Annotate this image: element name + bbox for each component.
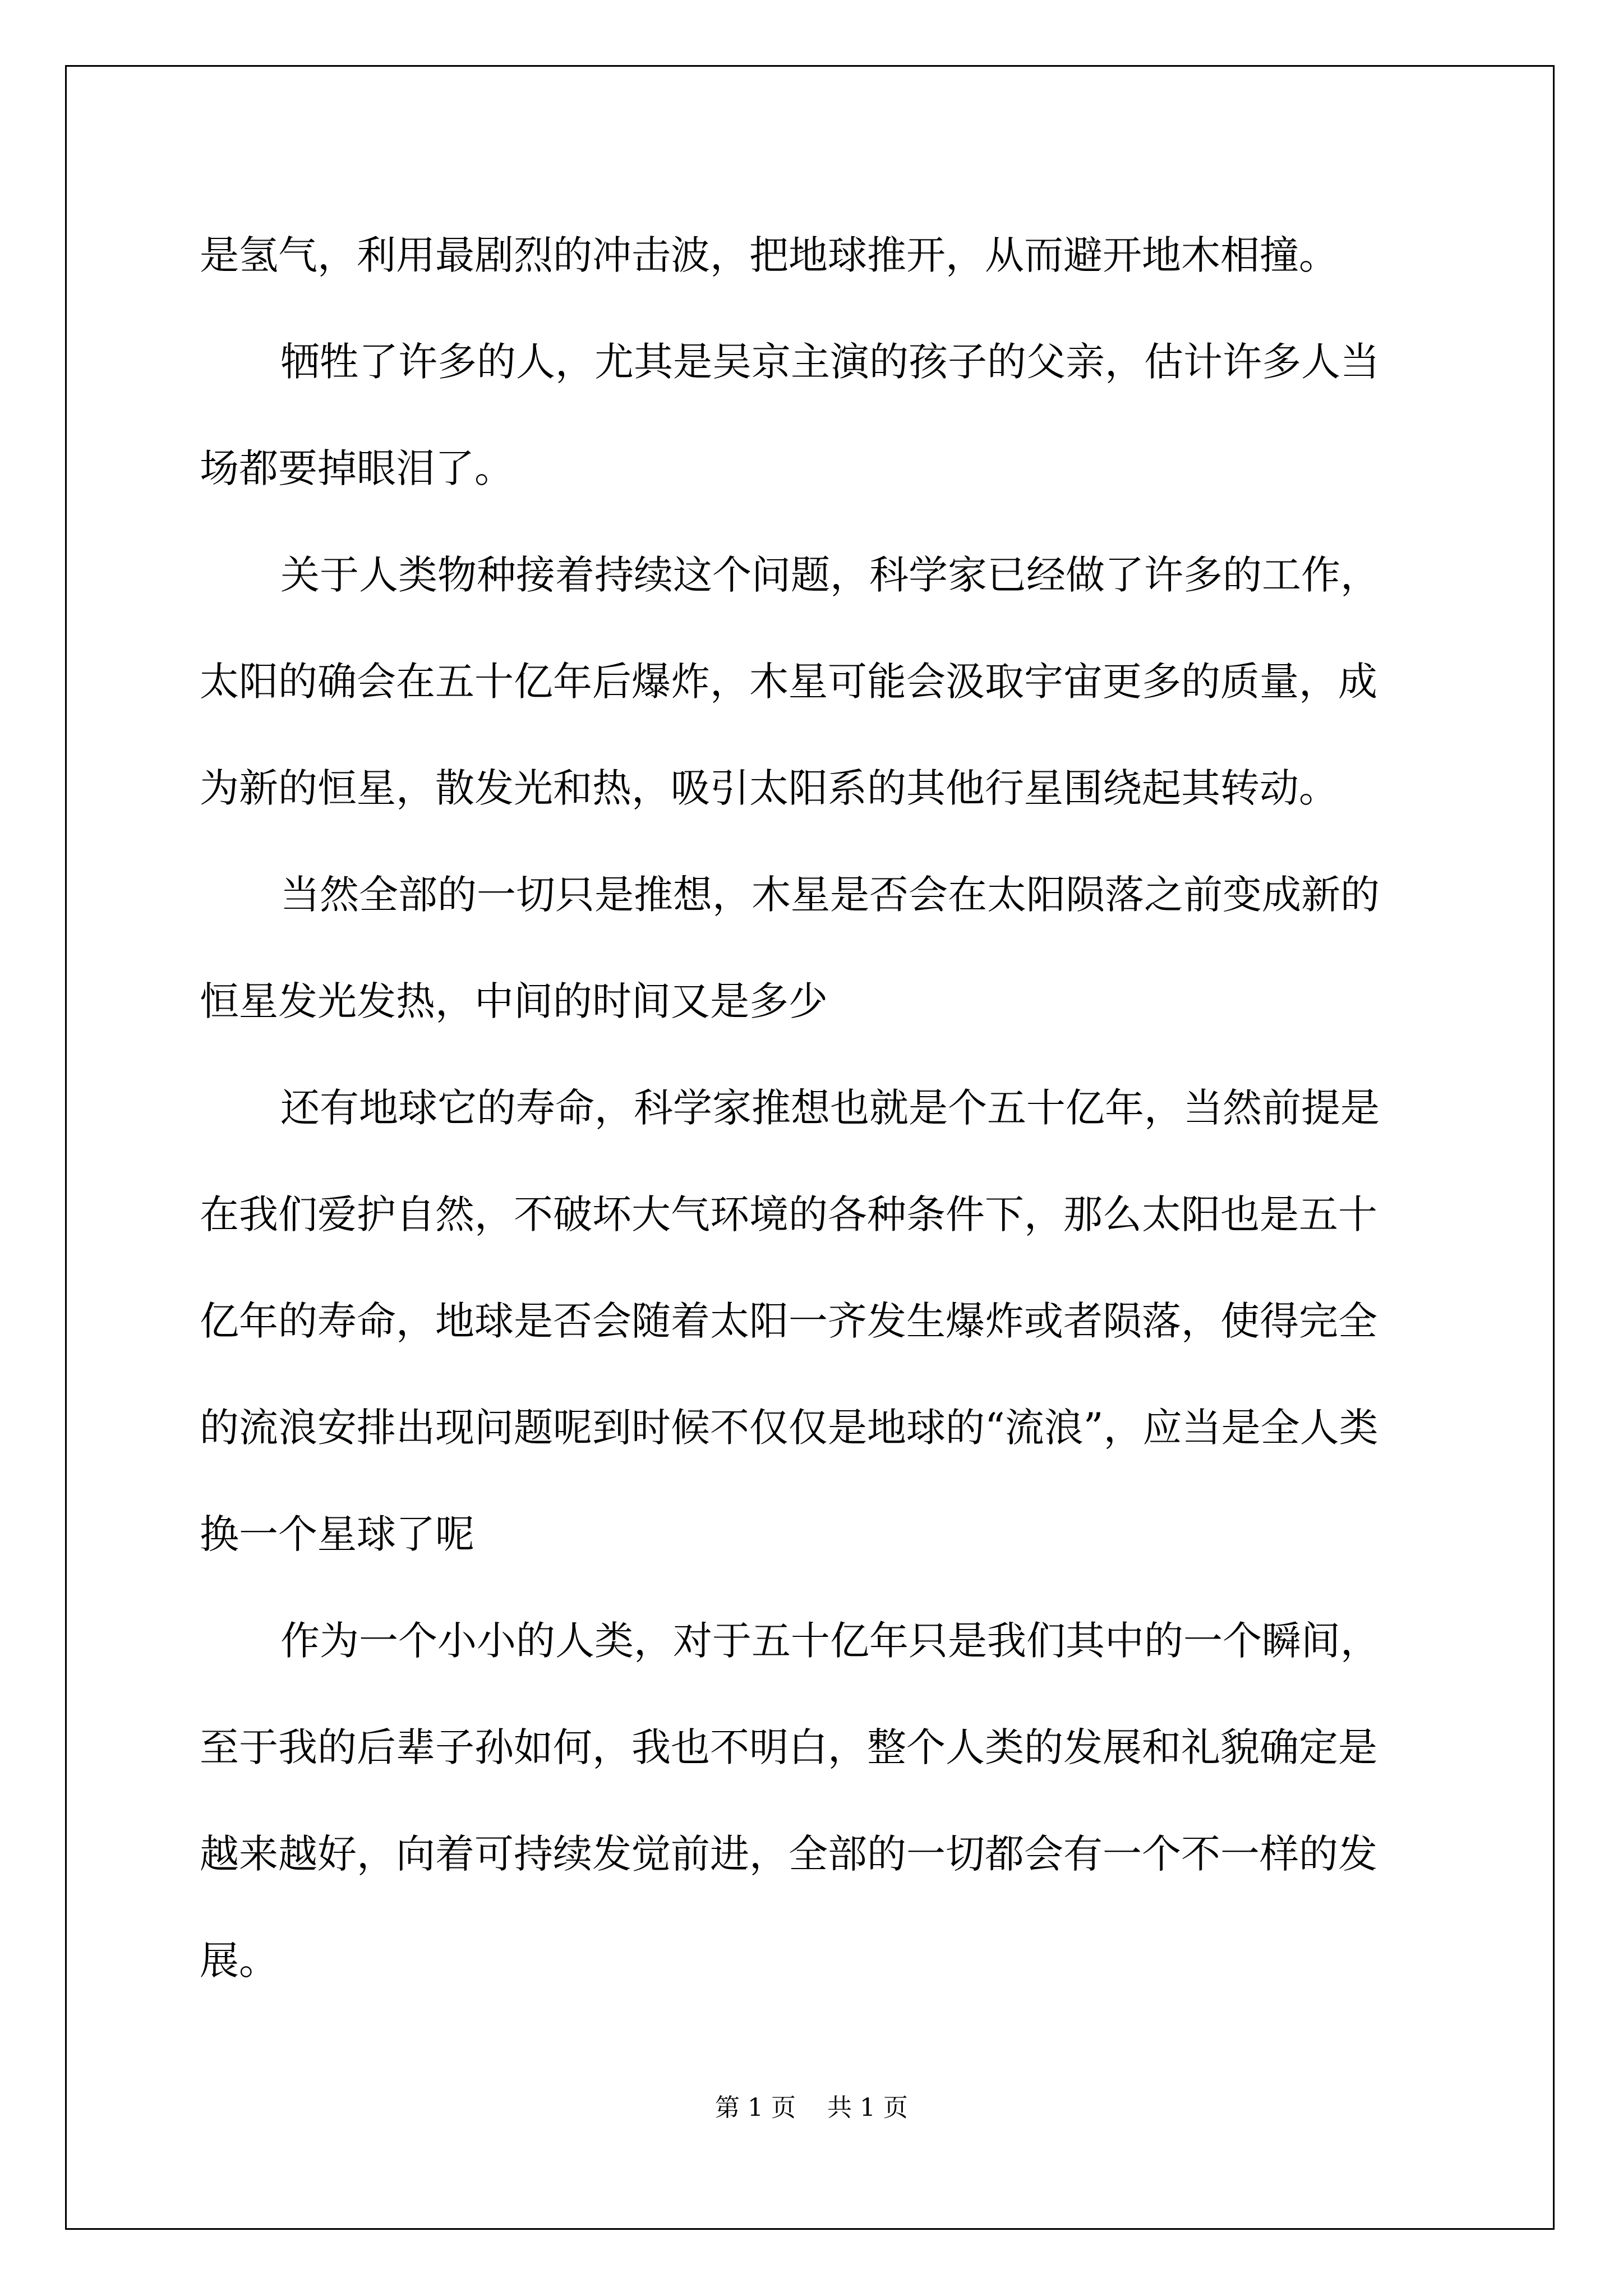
text-line: 关于人类物种接着持续这个问题，科学家已经做了许多的工作，	[280, 552, 1380, 598]
page-footer	[0, 2091, 1623, 2125]
page-number: 第 1 页	[715, 2093, 796, 2122]
text-line: 是氢气，利用最剧烈的冲击波，把地球推开，从而避开地木相撞。	[200, 232, 1338, 278]
text-line: 恒星发光发热，中间的时间又是多少	[200, 978, 828, 1024]
text-line: 至于我的后辈子孙如何，我也不明白，整个人类的发展和礼貌确定是	[200, 1724, 1377, 1770]
text-line: 展。	[200, 1938, 278, 1984]
text-line: 太阳的确会在五十亿年后爆炸，木星可能会汲取宇宙更多的质量，成	[200, 659, 1377, 705]
text-line: 的流浪安排出现问题呢到时候不仅仅是地球的“流浪”，应当是全人类	[200, 1405, 1378, 1451]
text-line: 场都要掉眼泪了。	[200, 445, 514, 491]
text-line: 亿年的寿命，地球是否会随着太阳一齐发生爆炸或者陨落，使得完全	[200, 1298, 1377, 1344]
text-line: 作为一个小小的人类，对于五十亿年只是我们其中的一个瞬间，	[280, 1618, 1380, 1664]
text-line: 当然全部的一切只是推想，木星是否会在太阳陨落之前变成新的	[280, 872, 1380, 918]
page-total: 共 1 页	[827, 2093, 908, 2122]
text-line: 为新的恒星，散发光和热，吸引太阳系的其他行星围绕起其转动。	[200, 765, 1338, 811]
text-line: 越来越好，向着可持续发觉前进，全部的一切都会有一个不一样的发	[200, 1831, 1377, 1877]
text-line: 牺牲了许多的人，尤其是吴京主演的孩子的父亲，估计许多人当	[280, 339, 1380, 385]
text-line: 换一个星球了呢	[200, 1511, 474, 1557]
text-line: 还有地球它的寿命，科学家推想也就是个五十亿年，当然前提是	[280, 1085, 1380, 1131]
text-line: 在我们爱护自然，不破坏大气环境的各种条件下，那么太阳也是五十	[200, 1191, 1377, 1237]
